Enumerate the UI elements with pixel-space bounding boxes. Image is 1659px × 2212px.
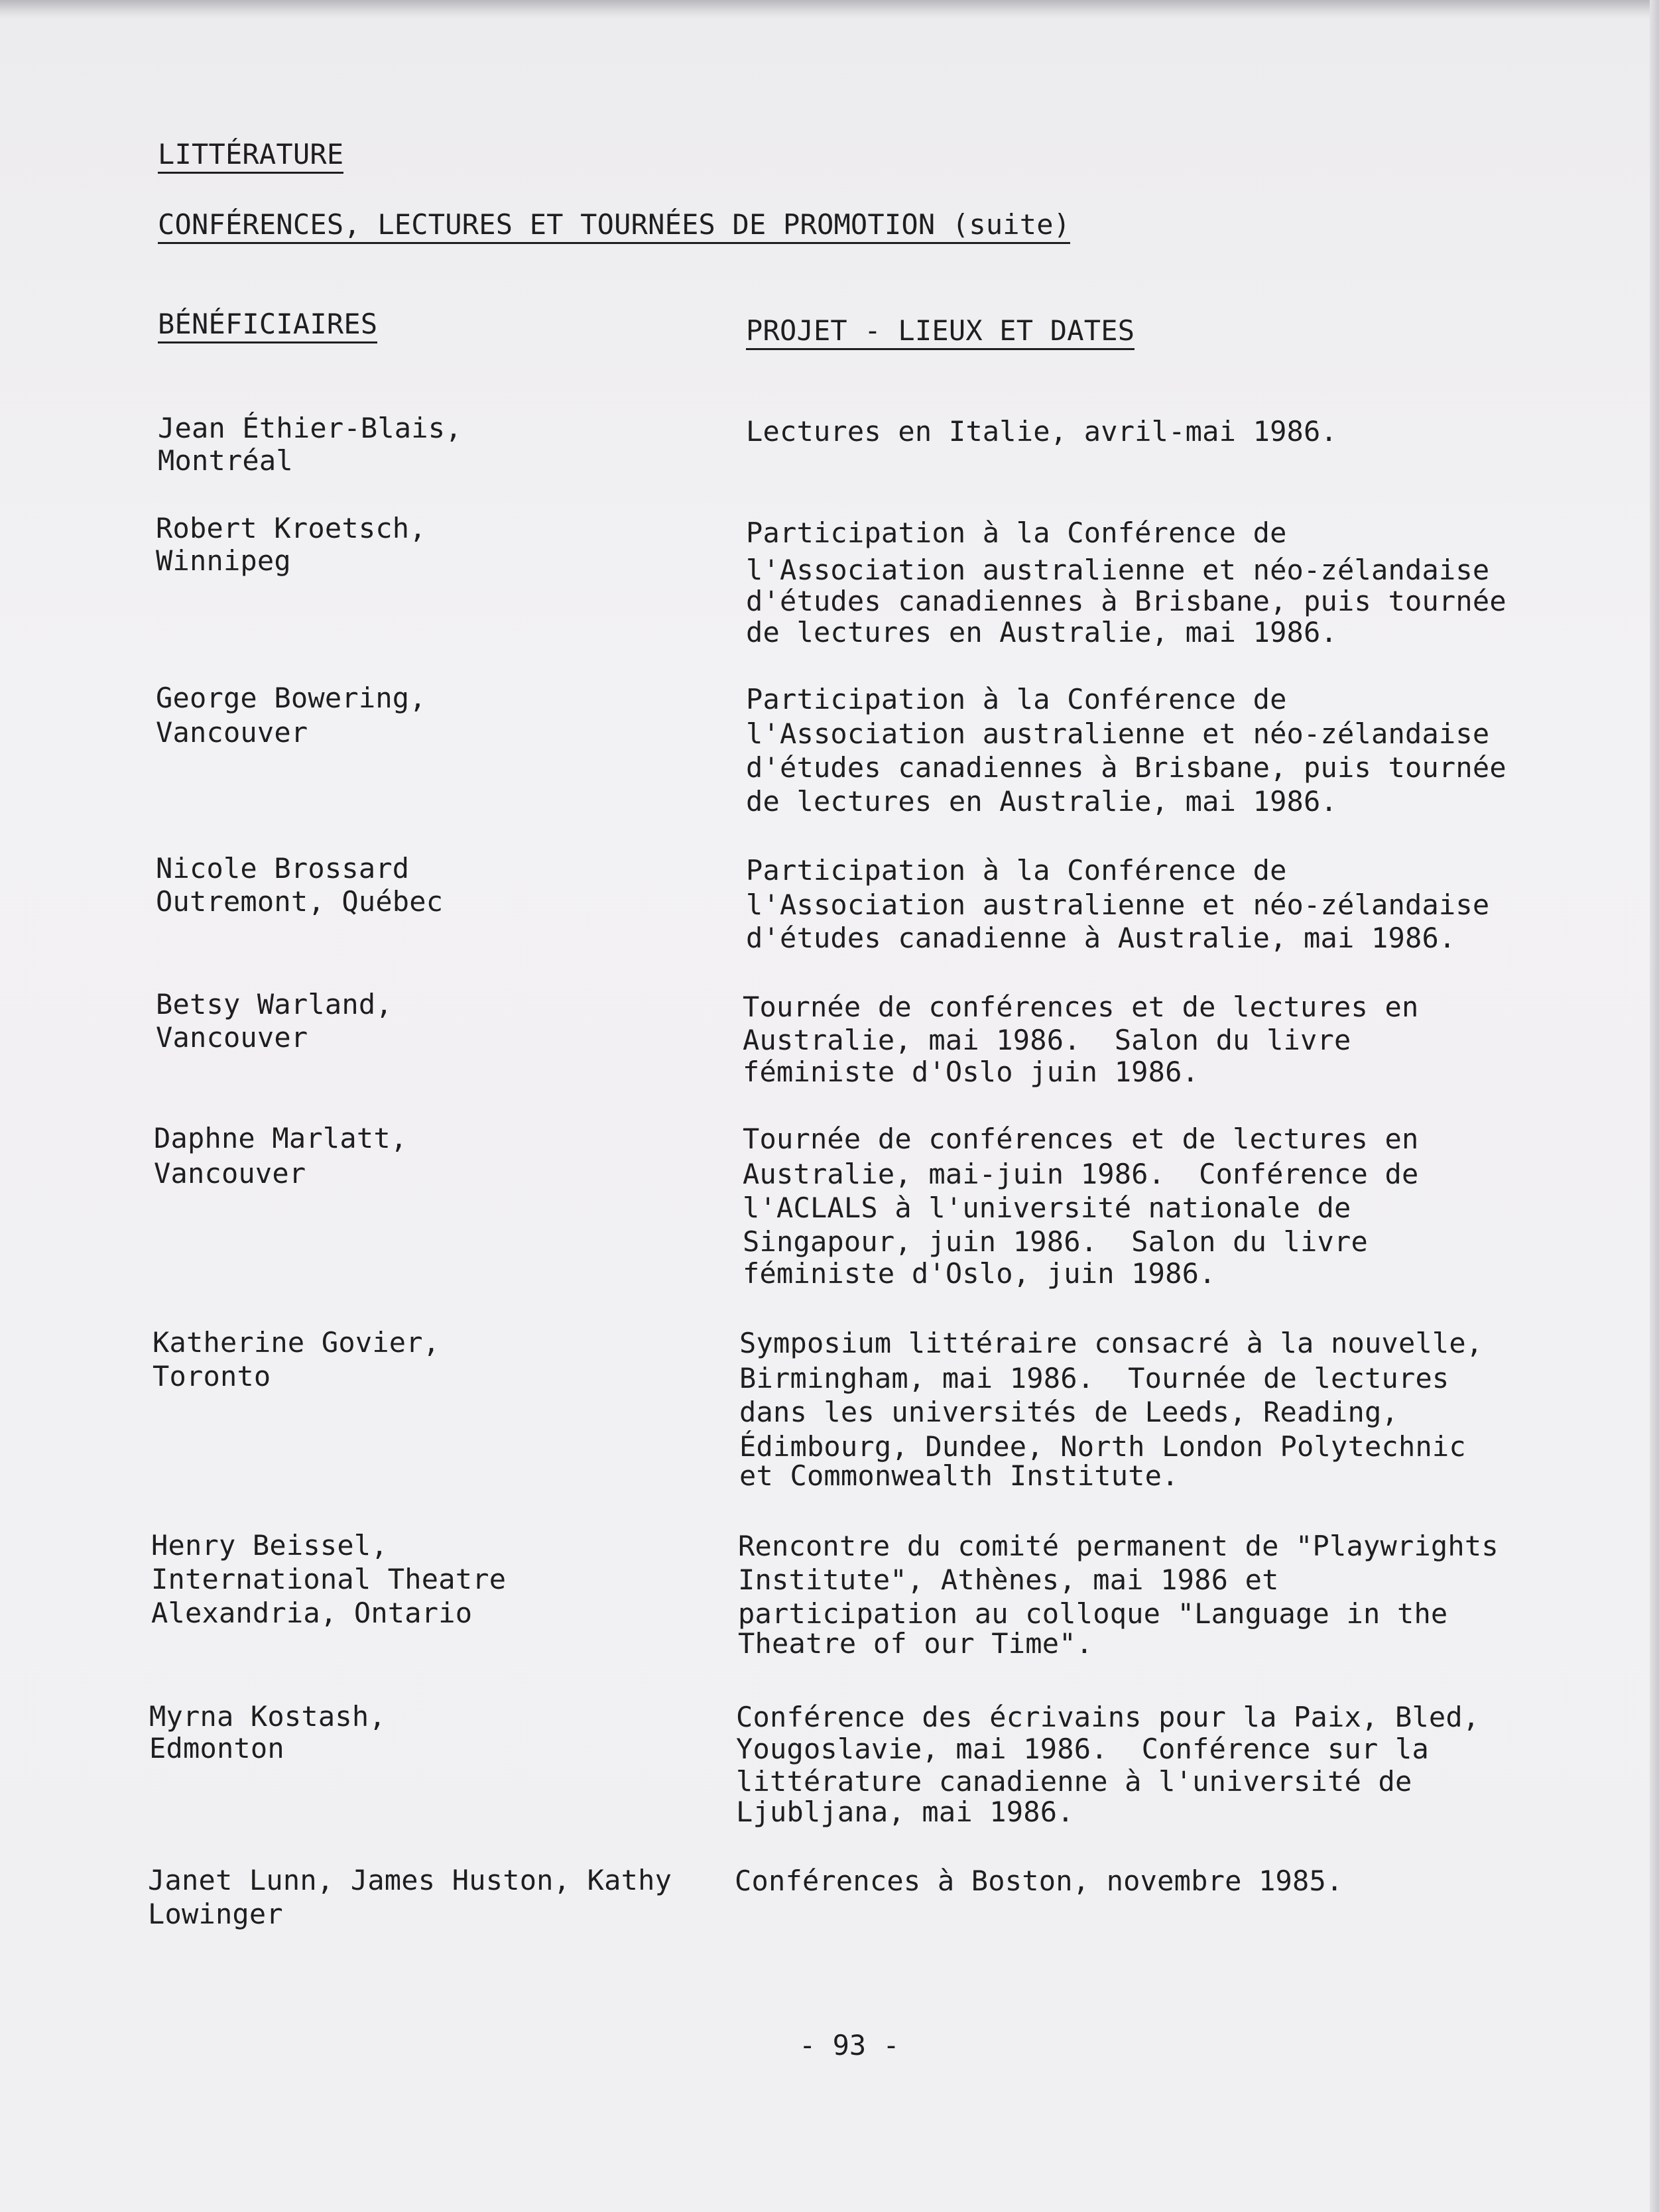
entry-beneficiary-line: Janet Lunn, James Huston, Kathy: [148, 1864, 672, 1896]
entry-project-line: Participation à la Conférence de: [746, 517, 1287, 549]
section-heading: LITTÉRATURE: [158, 138, 343, 174]
entry-project-line: Australie, mai-juin 1986. Conférence de: [743, 1158, 1419, 1190]
entry-beneficiary-line: Betsy Warland,: [156, 988, 393, 1020]
entry-beneficiary-line: Winnipeg: [156, 544, 291, 577]
entry-project-line: l'Association australienne et néo-zélandaise: [746, 554, 1490, 586]
entry-beneficiary-line: Myrna Kostash,: [149, 1700, 386, 1733]
entry-project-line: littérature canadienne à l'université de: [736, 1765, 1412, 1798]
column-header-beneficiaries: BÉNÉFICIAIRES: [158, 308, 377, 343]
entry-beneficiary-line: Alexandria, Ontario: [151, 1597, 473, 1629]
column-header-project: PROJET - LIEUX ET DATES: [746, 314, 1135, 350]
entry-beneficiary-line: George Bowering,: [156, 682, 426, 714]
entry-project-line: d'études canadiennes à Brisbane, puis tournée: [746, 585, 1506, 617]
entry-project-line: Édimbourg, Dundee, North London Polytechnic: [739, 1430, 1466, 1463]
entry-beneficiary-line: Outremont, Québec: [156, 885, 444, 918]
entry-project-line: féministe d'Oslo, juin 1986.: [743, 1257, 1216, 1290]
entry-beneficiary-line: Henry Beissel,: [151, 1529, 388, 1562]
entry-project-line: Tournée de conférences et de lectures en: [743, 1123, 1419, 1155]
page-subtitle: CONFÉRENCES, LECTURES ET TOURNÉES DE PROMOTION (suite): [158, 208, 1070, 244]
entry-project-line: Yougoslavie, mai 1986. Conférence sur la: [736, 1733, 1429, 1765]
entry-project-line: Institute", Athènes, mai 1986 et: [738, 1564, 1279, 1596]
entry-project-line: de lectures en Australie, mai 1986.: [746, 785, 1338, 818]
entry-project-line: Symposium littéraire consacré à la nouvelle,: [739, 1327, 1483, 1359]
entry-project-line: participation au colloque "Language in the: [738, 1597, 1448, 1630]
entry-project-line: de lectures en Australie, mai 1986.: [746, 616, 1338, 648]
entry-project-line: Conférences à Boston, novembre 1985.: [735, 1865, 1343, 1897]
entry-beneficiary-line: Edmonton: [149, 1732, 284, 1764]
entry-project-line: féministe d'Oslo juin 1986.: [743, 1056, 1199, 1088]
entry-project-line: d'études canadienne à Australie, mai 1986.: [746, 922, 1456, 954]
entry-project-line: Singapour, juin 1986. Salon du livre: [743, 1225, 1368, 1258]
entry-project-line: Conférence des écrivains pour la Paix, Bled,: [736, 1701, 1480, 1733]
entry-beneficiary-line: Vancouver: [156, 716, 308, 749]
entry-project-line: Ljubljana, mai 1986.: [736, 1796, 1074, 1828]
entry-project-line: l'ACLALS à l'université nationale de: [743, 1192, 1351, 1224]
entry-project-line: Birmingham, mai 1986. Tournée de lectures: [739, 1362, 1449, 1394]
entry-beneficiary-line: Vancouver: [154, 1157, 306, 1190]
scan-top-edge: [0, 0, 1659, 19]
page-number: - 93 -: [799, 2029, 900, 2061]
entry-beneficiary-line: Nicole Brossard: [156, 852, 410, 885]
entry-project-line: et Commonwealth Institute.: [739, 1459, 1179, 1492]
entry-project-line: l'Association australienne et néo-zélandaise: [746, 889, 1490, 921]
entry-project-line: Participation à la Conférence de: [746, 683, 1287, 715]
entry-project-line: Theatre of our Time".: [738, 1627, 1093, 1660]
entry-beneficiary-line: Vancouver: [156, 1021, 308, 1054]
entry-project-line: l'Association australienne et néo-zélandaise: [746, 717, 1490, 750]
entry-project-line: Lectures en Italie, avril-mai 1986.: [746, 415, 1338, 448]
scan-right-edge: [1650, 0, 1659, 2212]
entry-beneficiary-line: Daphne Marlatt,: [154, 1122, 408, 1154]
entry-beneficiary-line: Jean Éthier-Blais,: [158, 412, 462, 444]
entry-beneficiary-line: International Theatre: [151, 1563, 507, 1595]
entry-project-line: Rencontre du comité permanent de "Playwrights: [738, 1530, 1499, 1562]
entry-project-line: Australie, mai 1986. Salon du livre: [743, 1024, 1351, 1056]
entry-beneficiary-line: Katherine Govier,: [153, 1326, 440, 1359]
entry-project-line: Participation à la Conférence de: [746, 854, 1287, 887]
entry-project-line: dans les universités de Leeds, Reading,: [739, 1396, 1398, 1428]
entry-beneficiary-line: Toronto: [153, 1360, 271, 1392]
entry-project-line: Tournée de conférences et de lectures en: [743, 991, 1419, 1023]
entry-beneficiary-line: Lowinger: [148, 1898, 283, 1930]
entry-project-line: d'études canadiennes à Brisbane, puis tournée: [746, 751, 1506, 784]
entry-beneficiary-line: Robert Kroetsch,: [156, 512, 426, 544]
entry-beneficiary-line: Montréal: [158, 444, 293, 477]
